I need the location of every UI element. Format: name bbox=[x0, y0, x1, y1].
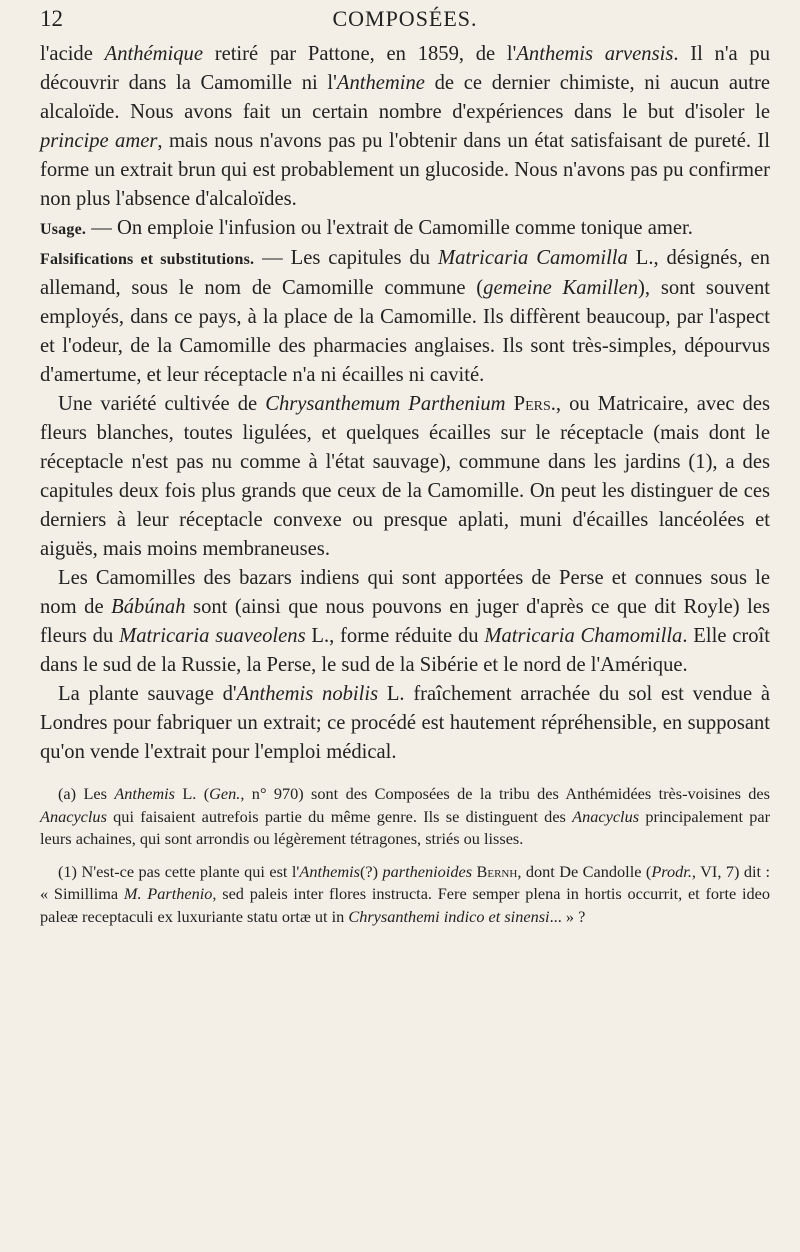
paragraph-continuation: l'acide Anthémique retiré par Pattone, en 1859, de l'Anthemis arvensis. Il n'a pu découvrir dans la Camomille ni l'Anthemine de ce dernier chimiste, ni aucun autre alcaloïde. Nous avons fait un certain nombre d'expériences dans le but d'isoler le principe amer, mais nous n'avons pas pu l'obtenir dans un état satisfaisant de pureté. Il forme un extrait brun qui est probablement un glucoside. Nous n'avons pas pu confirmer non plus l'absence d'alcaloïdes. bbox=[40, 43, 770, 210]
paragraph-variete: Une variété cultivée de Chrysanthemum Parthenium Pers., ou Matricaire, avec des fleurs blanches, toutes ligulées, et quelques écailles sur le réceptacle (mais dont le réceptacle n'est pas nu comme à l'état sauvage), commune dans les jardins (1), a des capitules deux fois plus grands que ceux de la Camomille. On peut les distinguer de ces derniers à leur réceptacle convexe ou presque aplati, muni d'écailles lancéolées et aiguës, mais moins membraneuses. bbox=[40, 393, 770, 560]
page-header bbox=[40, 6, 770, 40]
section-label-usage: Usage. bbox=[40, 221, 87, 238]
paragraph-plante-sauvage: La plante sauvage d'Anthemis nobilis L. fraîchement arrachée du sol est vendue à Londres pour fabriquer un extrait; ce procédé est hautement répréhensible, en supposant qu'on vende l'extrait pour l'emploi médical. bbox=[40, 683, 770, 763]
paragraph-usage: Usage. — On emploie l'infusion ou l'extrait de Camomille comme tonique amer. bbox=[40, 217, 693, 239]
running-head: COMPOSÉES. bbox=[332, 6, 478, 31]
footnote-a: (a) Les Anthemis L. (Gen., n° 970) sont des Composées de la tribu des Anthémidées très-voisines des Anacyclus qui faisaient autrefois partie du même genre. Ils se distinguent des Anacyclus principalement par leurs achaines, qui sont arrondis ou légèrement tétragones, striés ou lisses. bbox=[40, 784, 771, 848]
body-text bbox=[40, 40, 770, 767]
footnotes bbox=[40, 783, 770, 928]
page-number: 12 bbox=[40, 6, 63, 31]
paragraph-bazars: Les Camomilles des bazars indiens qui sont apportées de Perse et connues sous le nom de Bábúnah sont (ainsi que nous pouvons en juger d'après ce que dit Royle) les fleurs du Matricaria suaveolens L., forme réduite du Matricaria Chamomilla. Elle croît dans le sud de la Russie, la Perse, le sud de la Sibérie et le nord de l'Amérique. bbox=[40, 567, 770, 676]
paragraph-falsifications: Falsifications et substitutions. — Les capitules du Matricaria Camomilla L., désignés, en allemand, sous le nom de Camomille commune (gemeine Kamillen), sont souvent employés, dans ce pays, à la place de la Camomille. Ils diffèrent beaucoup, par l'aspect et l'odeur, de la Camomille des pharmacies anglaises. Ils sont très-simples, dépourvus d'amertume, et leur réceptacle n'a ni écailles ni cavité. bbox=[40, 247, 770, 386]
footnote-1: (1) N'est-ce pas cette plante qui est l'Anthemis(?) parthenioides Bernh, dont De Candolle (Prodr., VI, 7) dit : « Simillima M. Parthenio, sed paleis inter flores instructa. Fere semper plena in hortis occurrit, et forte ideo paleæ receptaculi ex luxuriante statu ortæ ut in Chrysanthemi indico et sinensi... » ? bbox=[40, 861, 771, 926]
section-label-falsifications: Falsifications et substitutions. bbox=[40, 251, 255, 268]
